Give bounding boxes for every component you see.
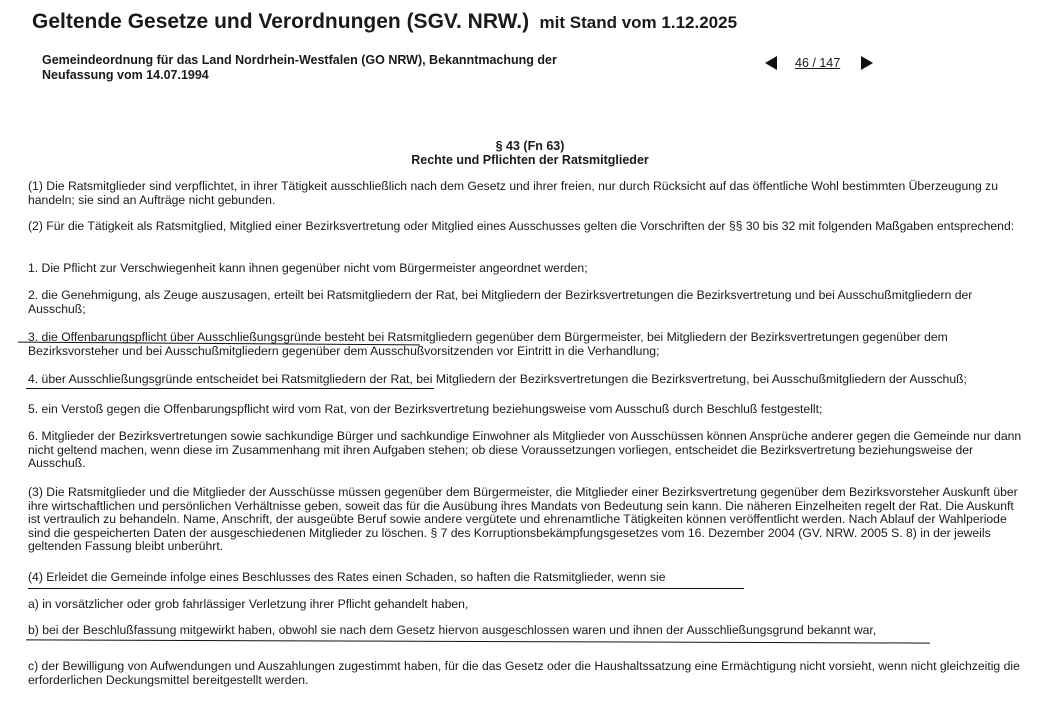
paragraph-2: (2) Für die Tätigkeit als Ratsmitglied, Mitglied einer Bezirksvertretung oder Mitglied eines Ausschusses gelten die Vorschriften der §§ 30 bis 32 mit folgenden Maßgaben entsprechend: <box>28 219 1015 233</box>
law-title: Gemeindeordnung für das Land Nordrhein-Westfalen (GO NRW), Bekanntmachung der Neufassung vom 14.07.1994 <box>42 53 557 82</box>
list-item-2: 2. die Genehmigung, als Zeuge auszusagen, erteilt bei Ratsmitgliedern der Rat, bei Mitgliedern der Bezirksvertretungen die Bezirksvertretung und bei Ausschußmitgliedern der Ausschuß; <box>28 288 973 316</box>
list-item-5: 5. ein Verstoß gegen die Offenbarungspflicht wird vom Rat, von der Bezirksvertretung beziehungsweise vom Ausschuß durch Beschluß festgestellt; <box>28 402 823 416</box>
list-item-c: c) der Bewilligung von Aufwendungen und Auszahlungen zugestimmt haben, für die das Gesetz oder die Haushaltssatzung eine Ermächtigung nicht vorsieht, wenn nicht gleichzeitig die erforderlichen Deckungsmittel bereitgestellt werden. <box>28 659 1020 687</box>
collection-title-text: Geltende Gesetze und Verordnungen (SGV. NRW.) <box>32 10 530 33</box>
underline-mark-para-4 <box>28 588 744 589</box>
list-item-a: a) in vorsätzlicher oder grob fahrlässiger Verletzung ihrer Pflicht gehandelt haben, <box>28 597 469 611</box>
paragraph-1: (1) Die Ratsmitglieder sind verpflichtet, in ihrer Tätigkeit ausschließlich nach dem Gesetz und ihrer freien, nur durch Rücksicht auf das öffentliche Wohl bestimmten Überzeugung zu handeln; sie sind an Aufträge nicht gebunden. <box>28 179 999 207</box>
paragraph-3: (3) Die Ratsmitglieder und die Mitglieder der Ausschüsse müssen gegenüber dem Bürgermeister, die Mitglieder einer Bezirksvertretung gegenüber dem Bezirksvorsteher Auskunft über ihre wirtschaftlichen und persönlichen Verhältnisse geben, soweit das für die Ausübung ihres Mandats von Bedeutung sein kann. Die näheren Einzelheiten regelt der Rat. Die Auskunft ist vertraulich zu behandeln. Name, Anschrift, der ausgeübte Beruf sowie andere vergütete und ehrenamtliche Tätigkeiten können veröffentlicht werden. Nach Ablauf der Wahlperiode sind die gespeicherten Daten der ausgeschiedenen Mitglieder zu löschen. § 7 des Korruptionsbekämpfungsgesetzes vom 16. Dezember 2004 (GV. NRW. 2005 S. 8) in der jeweils geltenden Fassung bleibt unberührt. <box>28 485 1018 553</box>
list-item-4: 4. über Ausschließungsgründe entscheidet bei Ratsmitgliedern der Rat, bei Mitgliedern der Bezirksvertretungen die Bezirksvertretung, bei Ausschußmitgliedern der Ausschuß; <box>28 372 967 386</box>
underline-mark-4 <box>26 388 434 389</box>
section-number: § 43 (Fn 63) <box>495 139 565 153</box>
section-title: Rechte und Pflichten der Ratsmitglieder <box>411 153 649 167</box>
page-indicator-link[interactable]: 46 / 147 <box>795 56 841 70</box>
stand-date: mit Stand vom 1.12.2025 <box>539 13 738 32</box>
previous-page-icon[interactable] <box>765 56 777 70</box>
section-heading <box>0 139 1041 167</box>
next-page-icon[interactable] <box>861 56 873 70</box>
list-item-b: b) bei der Beschlußfassung mitgewirkt haben, obwohl sie nach dem Gesetz hiervon ausgeschlossen waren und ihnen der Ausschließungsgrund bekannt war, <box>28 623 877 637</box>
underline-mark-b <box>26 639 930 643</box>
list-item-1: 1. Die Pflicht zur Verschwiegenheit kann ihnen gegenüber nicht vom Bürgermeister angeordnet werden; <box>28 261 588 275</box>
list-item-6: 6. Mitglieder der Bezirksvertretungen sowie sachkundige Bürger und sachkundige Einwohner als Mitglieder von Ausschüssen können Ansprüche anderer gegen die Gemeinde nur dann nicht geltend machen, wenn diese im Zusammenhang mit ihren Aufgaben stehen; ob diese Voraussetzungen vorliegen, entscheidet die Bezirksvertretung beziehungsweise der Ausschuß. <box>28 429 1022 470</box>
pager <box>765 56 873 70</box>
collection-title <box>32 10 737 34</box>
paragraph-4: (4) Erleidet die Gemeinde infolge eines Beschlusses des Rates einen Schaden, so haften die Ratsmitglieder, wenn sie <box>28 570 666 584</box>
list-item-3: 3. die Offenbarungspflicht über Ausschließungsgründe besteht bei Ratsmitgliedern gegenüber dem Bürgermeister, bei Mitgliedern der Bezirksvertretungen gegenüber dem Bezirksvorsteher und bei Ausschußmitgliedern gegenüber dem Ausschußvorsitzenden vor Eintritt in die Verhandlung; <box>28 330 948 358</box>
